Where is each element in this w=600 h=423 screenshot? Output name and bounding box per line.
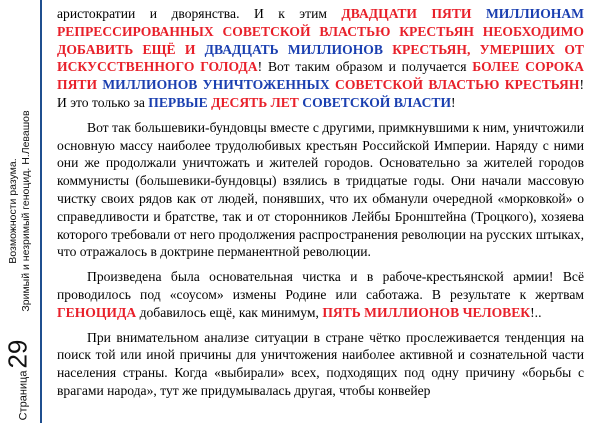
emphasis-run: БОЛЕЕ СОРОКА ПЯТИ (57, 59, 584, 93)
text-run: При внимательном анализе ситуации в стране чётко прослеживается тенденция на поиск той или иной причины для уничтожения наиболее активной и сознательной части населения страны. Когда «выбирали» всех, подходящих под одну причину «борьбы с врагами народа», тут же придумывалась другая, чтобы конвейер (57, 329, 584, 398)
emphasis-run: ДВАДЦАТИ ПЯТИ (341, 6, 486, 21)
page-number-block (3, 340, 34, 421)
emphasis-run: МИЛЛИОНАМ (485, 6, 584, 21)
page-label: Страница (17, 370, 30, 421)
paragraph (57, 329, 584, 400)
document-body (57, 5, 584, 407)
text-run: добавилось ещё, как минимум, (139, 304, 323, 320)
emphasis-run: ГЕНОЦИДА (57, 304, 140, 320)
emphasis-run: КРЕСТЬЯН, УМЕРШИХ ОТ ИСКУССТВЕННОГО ГОЛОДА (57, 41, 584, 75)
emphasis-run: ПЯТЬ МИЛЛИОНОВ ЧЕЛОВЕК (322, 304, 531, 320)
paragraph (57, 5, 584, 112)
emphasis-run: МИЛЛИОНОВ УНИЧТОЖЕННЫХ (102, 77, 336, 93)
text-run: ! И это только за (57, 77, 584, 110)
emphasis-run: ДВАДЦАТЬ МИЛЛИОНОВ (204, 41, 393, 57)
text-run: ! Вот таким образом и получается (257, 59, 473, 75)
text-run: !.. (530, 304, 542, 320)
emphasis-run: СОВЕТСКОЙ ВЛАСТЬЮ КРЕСТЬЯН (335, 77, 580, 93)
text-run: аристократии и дворянства. И к этим (57, 6, 342, 21)
emphasis-run: СОВЕТСКОЙ ВЛАСТИ (302, 94, 452, 110)
paragraph (57, 268, 584, 321)
text-run: ! (451, 94, 456, 110)
chapter-title: Зримый и незримый геноцид. Н.Левашов (20, 110, 32, 312)
running-header (7, 51, 33, 371)
paragraph (57, 119, 584, 261)
text-run: Произведена была основательная чистка и в рабоче-крестьянской армии! Всё проводилось под «соусом» измены Родине или саботажа. В результате к жертвам (57, 269, 584, 302)
emphasis-run: ДЕСЯТЬ ЛЕТ (211, 94, 303, 110)
page-number: 29 (2, 339, 33, 369)
emphasis-run: РЕПРЕССИРОВАННЫХ СОВЕТСКОЙ ВЛАСТЬЮ КРЕСТЬЯН НЕОБХОДИМО ДОБАВИТЬ ЕЩЁ И (57, 23, 584, 57)
text-run: Вот так большевики-бундовцы вместе с другими, примкнувшими к ним, уничтожили основную массу наиболее трудолюбивых крестьян Российской Империи. Наряду с ними они же продолжали уничтожать и жителей городов. Основательно за жителей городов коммунисты (большевики-бундовцы) взялись в тридцатые годы. Они начали массовую чистку своих рядов как от людей, понявших, что их обманули очередной «морковкой» о справедливости и братстве, так и от сторонников Лейбы Бронштейна (Троцкого), хозяева которого требовали от него продолжения распространения революции на русских штыках, что отражалось в доктрине перманентной революции. (57, 119, 584, 260)
emphasis-run: ПЕРВЫЕ (148, 94, 212, 110)
book-title: Возможности разума. (7, 158, 19, 264)
